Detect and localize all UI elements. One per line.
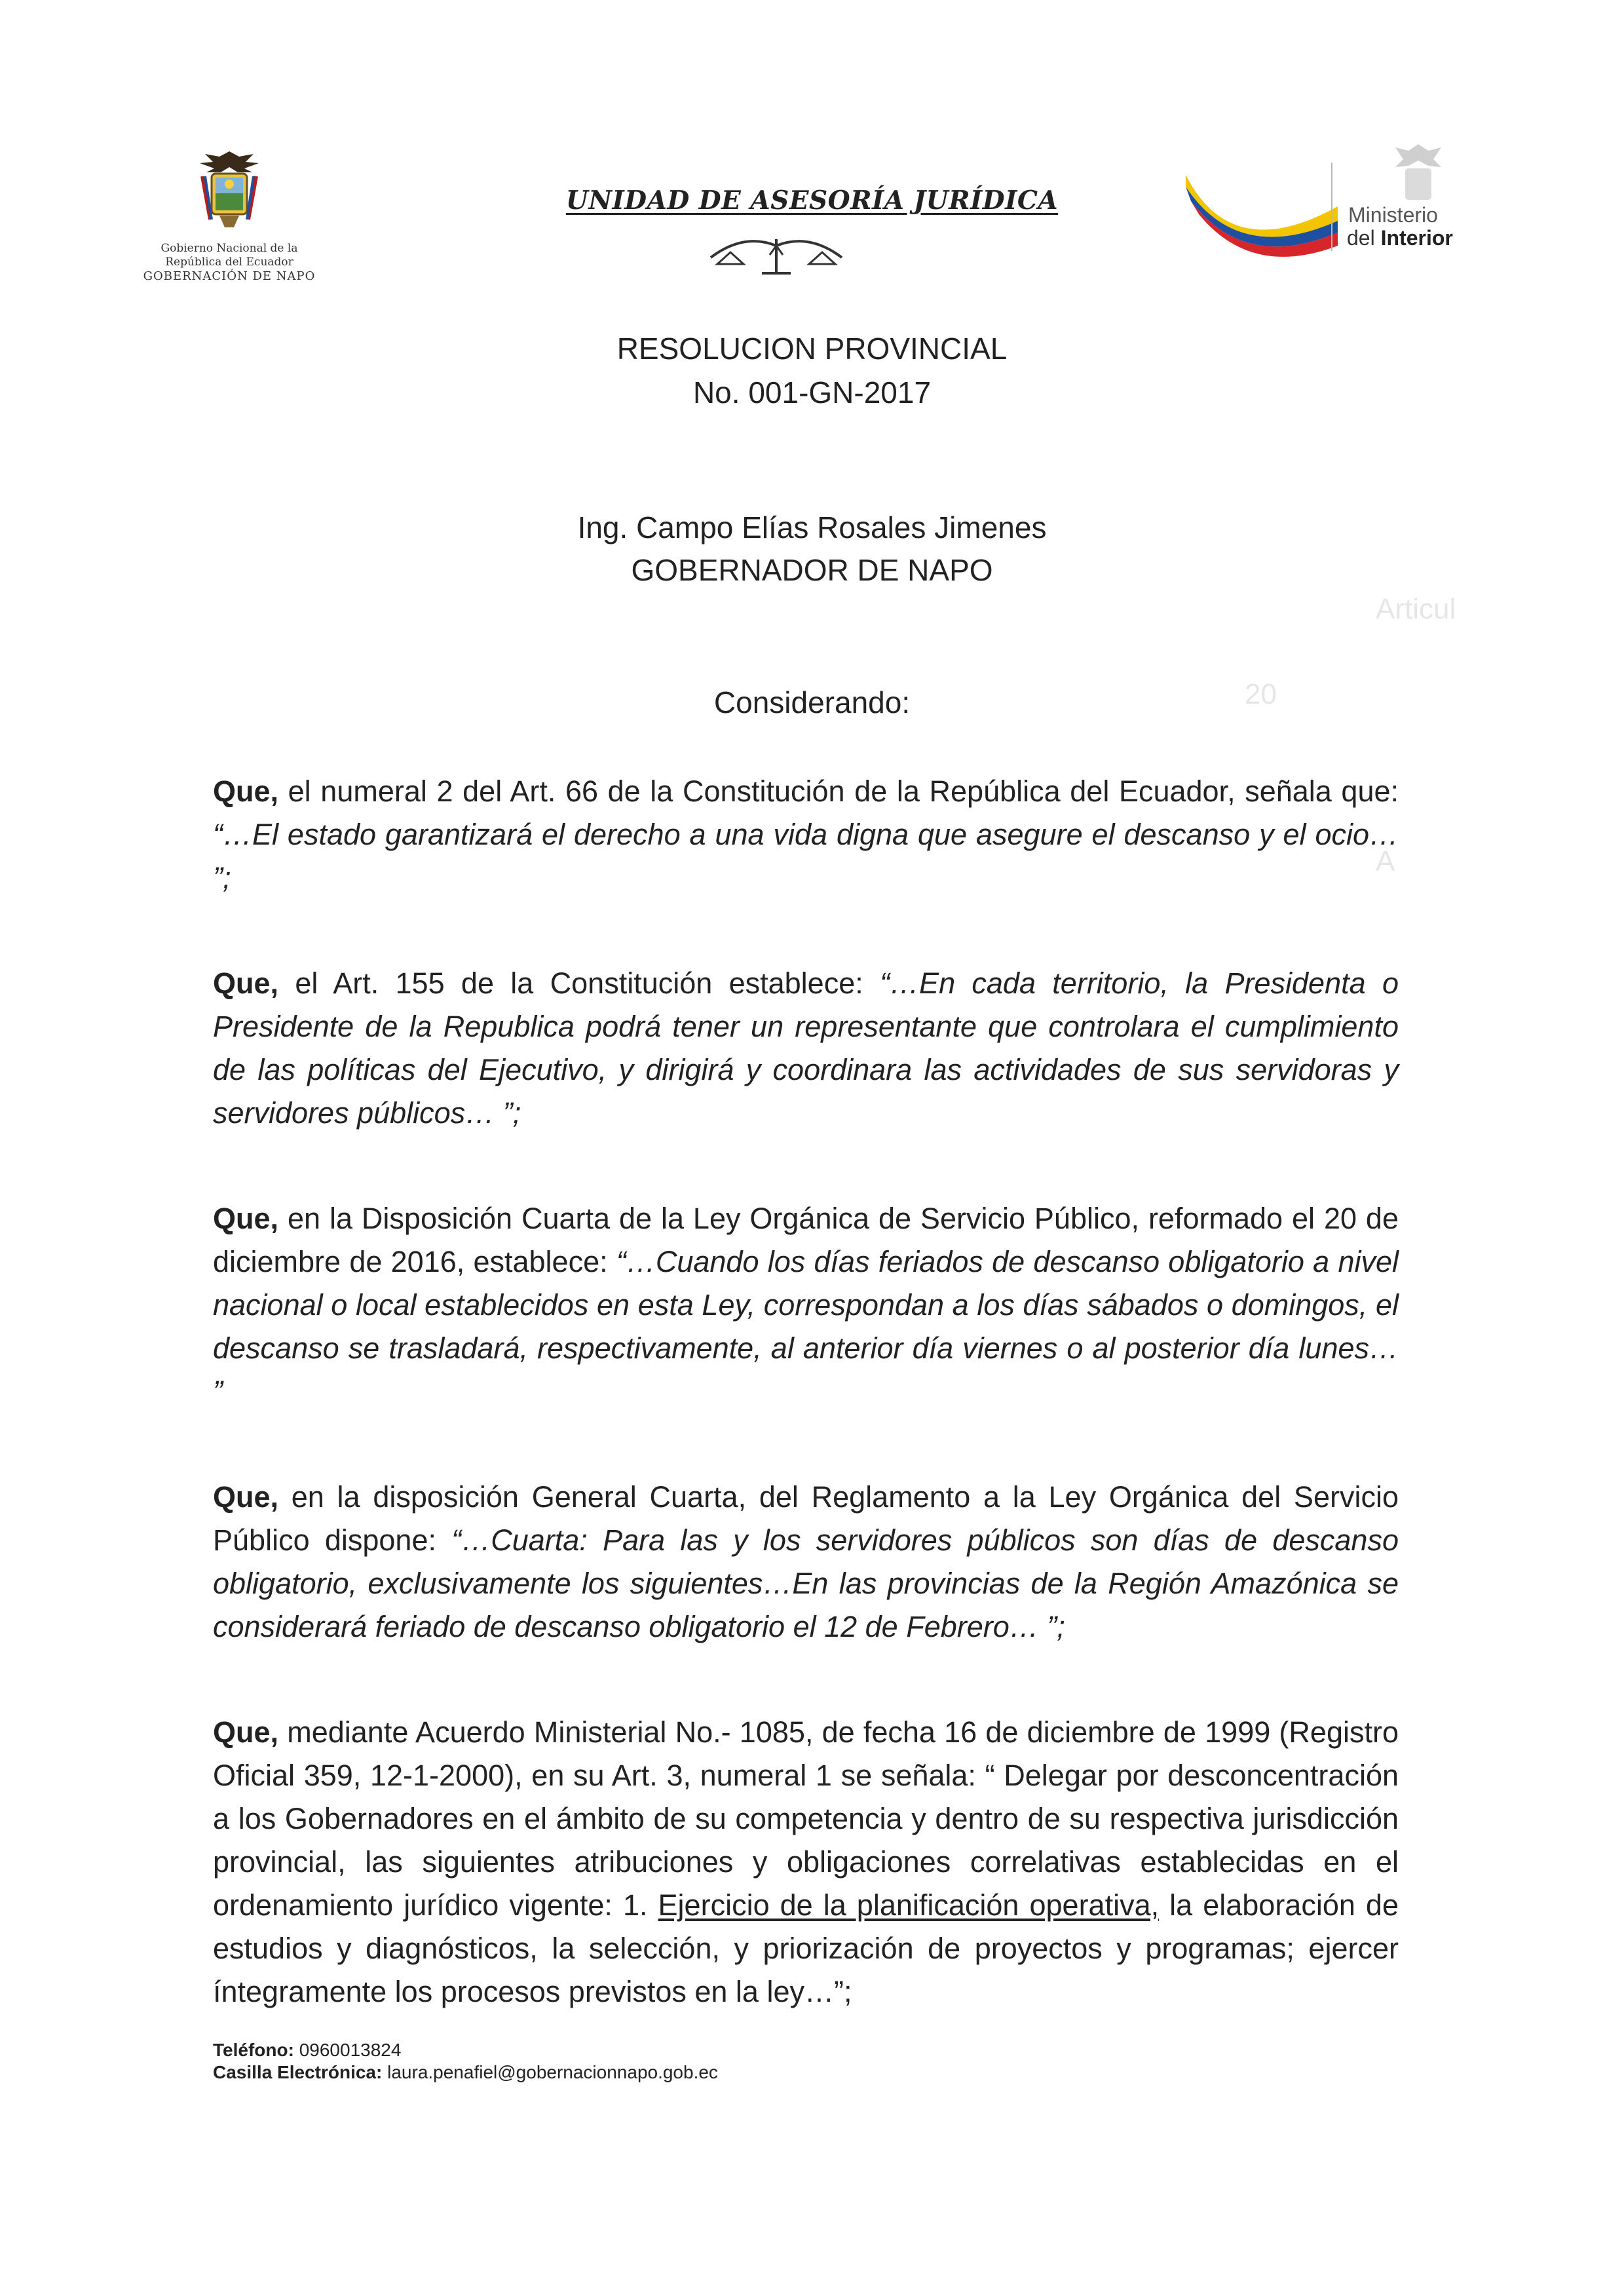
paragraph-2 [213, 962, 1399, 1135]
unit-title: UNIDAD DE ASESORÍA JURÍDICA [565, 185, 1059, 216]
paragraph-text: en la Disposición Cuarta de la Ley Orgánica de Servicio Público, reformado el 20 de diciembre de 2016, establece: [213, 1202, 1399, 1278]
ministry-name-line1: Ministerio [1348, 203, 1438, 227]
official-name: Ing. Campo Elías Rosales Jimenes [577, 510, 1047, 544]
paragraph-quote: “…Cuarta: Para las y los servidores públicos son días de descanso obligatorio, exclusivamente los siguientes…En las provincias de la Región Amazónica se considerará feriado de descanso obligatorio el 12 de Febrero… ”; [213, 1523, 1399, 1643]
paragraph-text: mediante Acuerdo Ministerial No.- 1085, de fecha 16 de diciembre de 1999 (Registro Oficial 359, 12-1-2000), en su Art. 3, numeral 1 se señala: “ Delegar por desconcentración a los Gobernadores en el ámbito de su competencia y dentro de su respectiva jurisdicción provincial, las siguientes atribuciones y obligaciones correlativas establecidas en el ordenamiento jurídico vigente: 1. [213, 1715, 1399, 1922]
phone-label: Teléfono: [213, 2040, 294, 2060]
phone-value: 0960013824 [293, 2040, 402, 2060]
header-divider [1331, 162, 1332, 251]
resolution-number: No. 001-GN-2017 [692, 375, 932, 410]
que-lead: Que, [213, 1715, 279, 1749]
paragraph-5 [213, 1711, 1399, 2014]
paragraph-text: en la disposición General Cuarta, del Reglamento a la Ley Orgánica del Servicio Público dispone: [213, 1480, 1399, 1557]
paragraph-4 [213, 1476, 1399, 1649]
paragraph-text: el numeral 2 del Art. 66 de la Constitución de la República del Ecuador, señala que: [278, 774, 1399, 808]
que-lead: Que, [213, 1202, 279, 1235]
ministry-interior: Interior [1380, 226, 1453, 250]
ecuador-flag-swoosh-icon [1186, 167, 1340, 262]
footer-email-line [213, 2061, 718, 2084]
que-lead: Que, [213, 1480, 279, 1514]
ministry-coat-of-arms-icon [1389, 141, 1448, 210]
ministry-prefix: del [1347, 226, 1381, 250]
email-label: Casilla Electrónica: [213, 2062, 383, 2082]
official-role: GOBERNADOR DE NAPO [631, 553, 993, 587]
que-lead: Que, [213, 966, 279, 1000]
que-lead: Que, [213, 774, 279, 808]
paragraph-quote: “…El estado garantizará el derecho a una vida digna que asegure el descanso y el ocio… ”; [213, 818, 1399, 894]
considerando-heading: Considerando: [713, 685, 911, 719]
paragraph-text-after: la elaboración de estudios y diagnósticos, la selección, y priorización de proyectos y programas; ejercer íntegramente los procesos previstos en la ley…”; [213, 1888, 1399, 2008]
email-value: laura.penafiel@gobernacionnapo.gob.ec [382, 2062, 718, 2082]
paragraph-quote: “…Cuando los días feriados de descanso obligatorio a nivel nacional o local establecidos en esta Ley, correspondan a los días sábados o domingos, el descanso se trasladará, respectivamente, al anterior día viernes o al posterior día lunes… ” [213, 1245, 1399, 1408]
document-body [213, 770, 1399, 2076]
paragraph-text: el Art. 155 de la Constitución establece: [278, 966, 880, 1000]
gov-line-2: República del Ecuador [165, 256, 293, 269]
gov-line-3: GOBERNACIÓN DE NAPO [143, 269, 316, 283]
gov-line-1: Gobierno Nacional de la [161, 242, 298, 255]
paragraph-3 [213, 1197, 1399, 1413]
resolution-title: RESOLUCION PROVINCIAL [616, 332, 1008, 366]
paragraph-1 [213, 770, 1399, 900]
footer-phone-line [213, 2039, 718, 2061]
ministry-name-line2 [1347, 226, 1453, 250]
scales-of-justice-icon [704, 233, 848, 278]
underlined-phrase: Ejercicio de la planificación operativa, [658, 1888, 1160, 1922]
paragraph-quote: “…En cada territorio, la Presidenta o Presidente de la Republica podrá tener un representante que controlara el cumplimiento de las políticas del Ejecutivo, y dirigirá y coordinara las actividades de sus servidoras y servidores públicos… ”; [213, 966, 1399, 1130]
footer-contact [213, 2039, 718, 2084]
